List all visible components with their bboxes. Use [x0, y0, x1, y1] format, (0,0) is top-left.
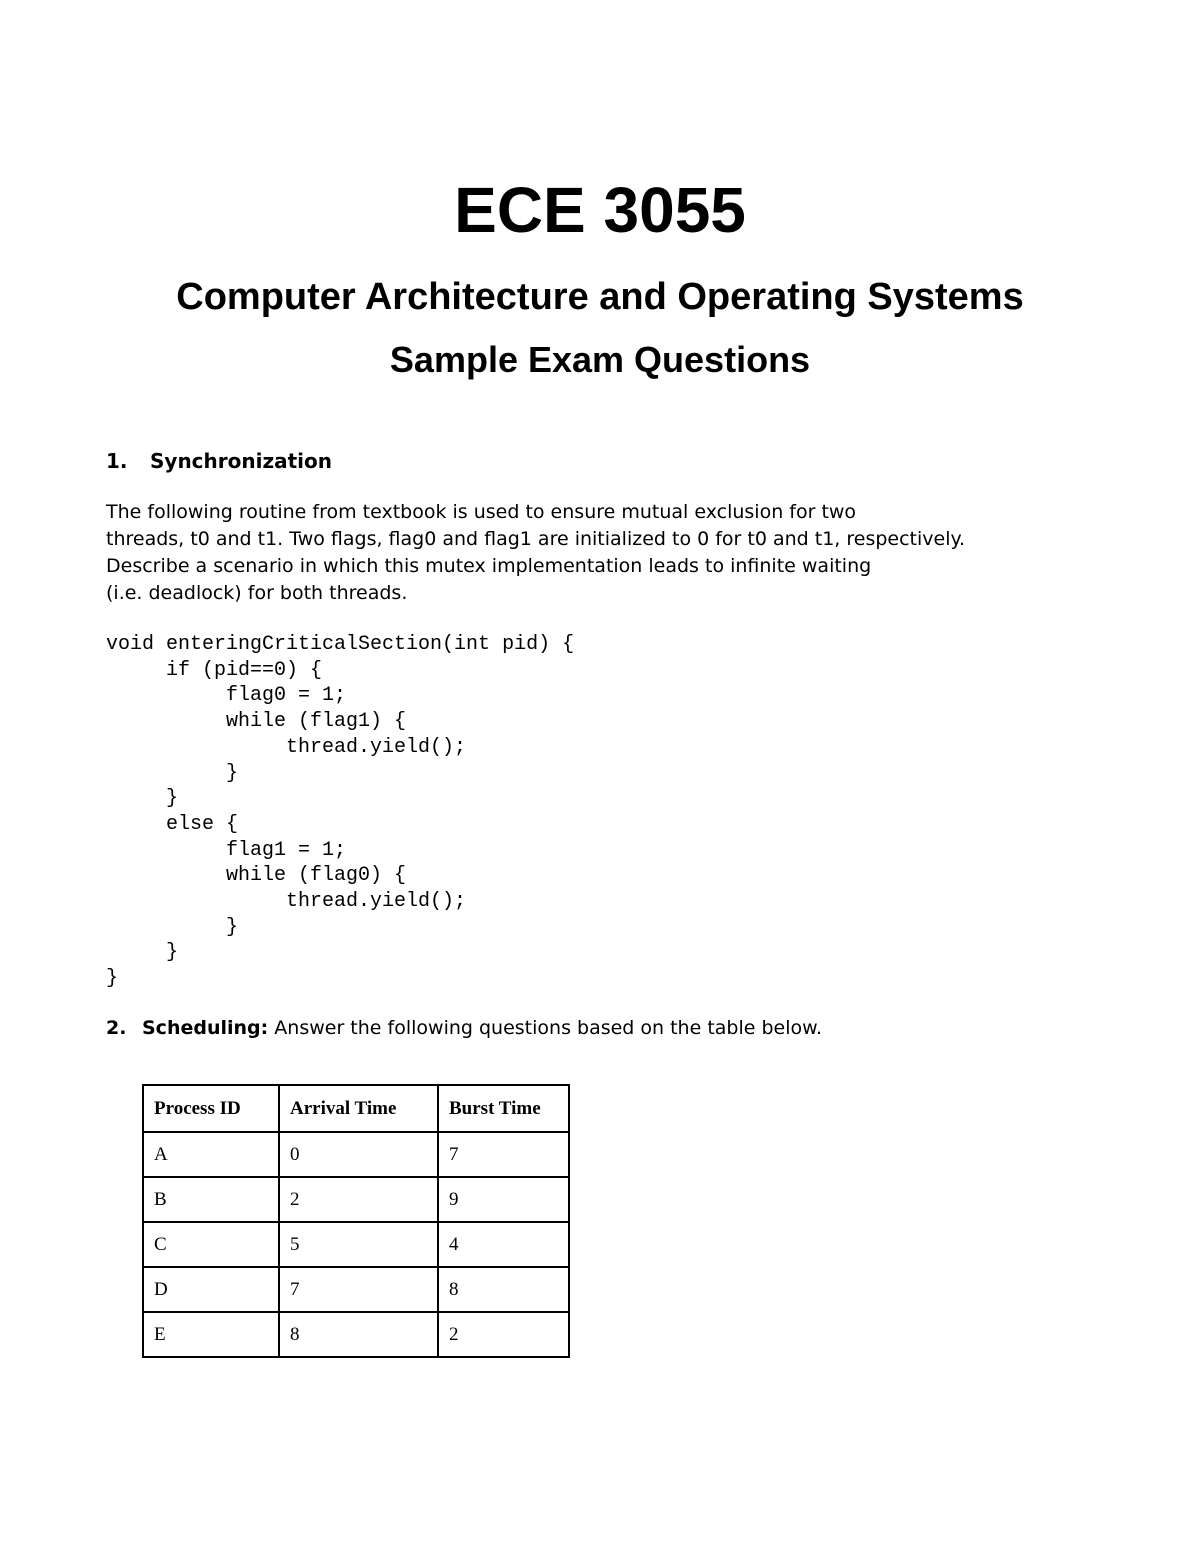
header-arrival-time: Arrival Time — [279, 1085, 438, 1132]
cell-arrival-time: 0 — [279, 1132, 438, 1177]
header-burst-time: Burst Time — [438, 1085, 569, 1132]
cell-arrival-time: 7 — [279, 1267, 438, 1312]
cell-burst-time: 9 — [438, 1177, 569, 1222]
question-2-label: Scheduling: — [142, 1017, 269, 1039]
code-listing: void enteringCriticalSection(int pid) { if (pid==0) { flag0 = 1; while (flag1) { thread.yield(); } } else { flag1 = 1; while (flag0) { thread.yield(); } } } — [106, 633, 575, 991]
paragraph-line: The following routine from textbook is used to ensure mutual exclusion for two — [106, 501, 857, 523]
cell-process-id: C — [143, 1222, 279, 1267]
cell-arrival-time: 5 — [279, 1222, 438, 1267]
table-row — [143, 1222, 569, 1267]
cell-burst-time: 8 — [438, 1267, 569, 1312]
question-2-number: 2. — [106, 1017, 127, 1039]
table-row — [143, 1177, 569, 1222]
cell-arrival-time: 8 — [279, 1312, 438, 1357]
cell-process-id: E — [143, 1312, 279, 1357]
table-row — [143, 1132, 569, 1177]
paragraph-line: threads, t0 and t1. Two flags, flag0 and flag1 are initialized to 0 for t0 and t1, respectively. — [106, 528, 966, 550]
cell-burst-time: 4 — [438, 1222, 569, 1267]
paragraph-line: (i.e. deadlock) for both threads. — [106, 582, 408, 604]
cell-burst-time: 2 — [438, 1312, 569, 1357]
question-1-number: 1. — [106, 449, 128, 473]
question-2-heading — [106, 1015, 822, 1042]
question-2-text: Answer the following questions based on the table below. — [268, 1017, 822, 1039]
question-1-paragraph — [106, 499, 1106, 607]
cell-process-id: B — [143, 1177, 279, 1222]
question-1-heading — [106, 448, 332, 474]
cell-process-id: A — [143, 1132, 279, 1177]
table-row — [143, 1267, 569, 1312]
paragraph-line: Describe a scenario in which this mutex implementation leads to infinite waiting — [106, 555, 872, 577]
table-header-row — [143, 1085, 569, 1132]
course-subject: Computer Architecture and Operating Systems — [176, 276, 1024, 318]
course-title: ECE 3055 — [454, 174, 746, 246]
document-title: Sample Exam Questions — [389, 339, 811, 380]
scheduling-table — [142, 1084, 570, 1358]
table-row — [143, 1312, 569, 1357]
cell-burst-time: 7 — [438, 1132, 569, 1177]
cell-process-id: D — [143, 1267, 279, 1312]
question-1-title: Synchronization — [150, 449, 333, 473]
header-process-id: Process ID — [143, 1085, 279, 1132]
cell-arrival-time: 2 — [279, 1177, 438, 1222]
